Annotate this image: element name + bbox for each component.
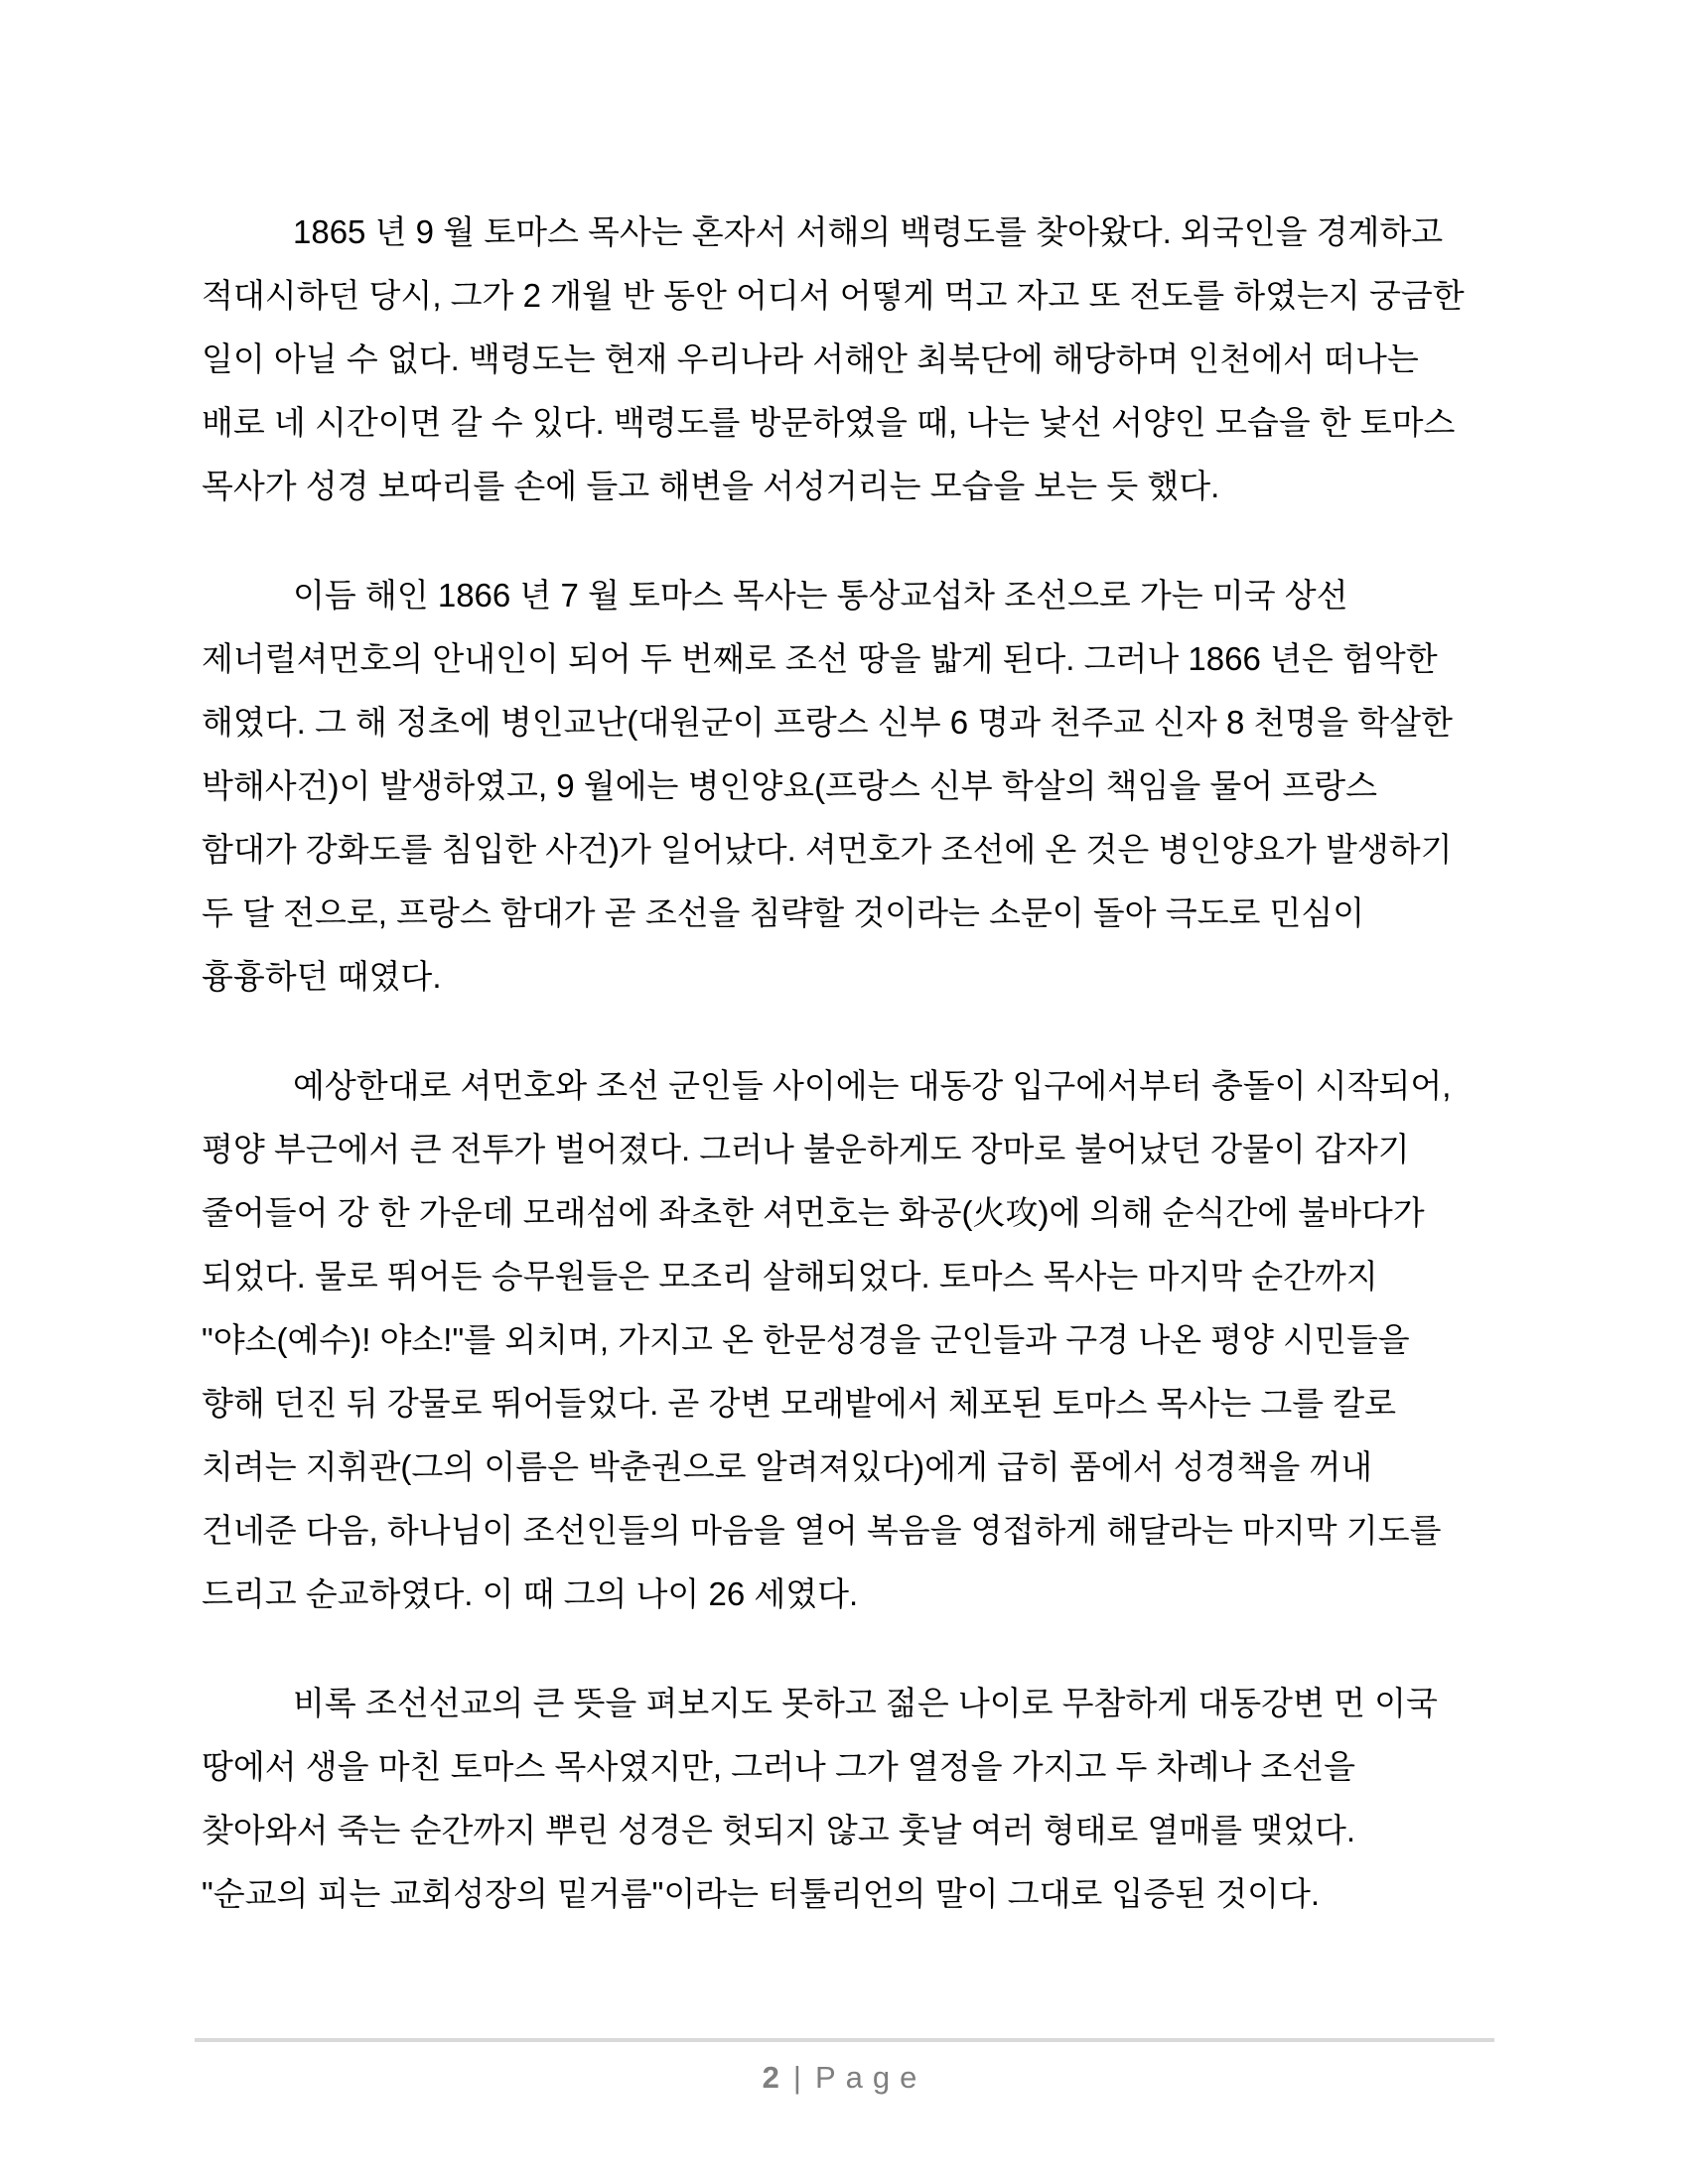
footer-page-label: Page [814,2060,927,2095]
text-line: 목사가 성경 보따리를 손에 들고 해변을 서성거리는 모습을 보는 듯 했다. [202,468,1220,504]
text-line: 예상한대로 셔먼호와 조선 군인들 사이에는 대동강 입구에서부터 충돌이 시작되어, [293,1067,1452,1104]
document-body [202,201,1494,1972]
text-line: 해였다. 그 해 정초에 병인교난(대원군이 프랑스 신부 6 명과 천주교 신자 8 천명을 학살한 [202,704,1453,741]
text-line: 흉흉하던 때였다. [202,958,442,995]
text-line: 두 달 전으로, 프랑스 함대가 곧 조선을 침략할 것이라는 소문이 돌아 극도로 민심이 [202,894,1365,931]
text-line: 평양 부근에서 큰 전투가 벌어졌다. 그러나 불운하게도 장마로 불어났던 강물이 갑자기 [202,1131,1410,1167]
page-footer [195,2038,1494,2098]
footer-page-indicator [195,2058,1494,2098]
text-line: 비록 조선선교의 큰 뜻을 펴보지도 못하고 젊은 나이로 무참하게 대동강변 먼 이국 [293,1685,1438,1721]
text-line: "야소(예수)! 야소!"를 외치며, 가지고 온 한문성경을 군인들과 구경 나온 평양 시민들을 [202,1321,1410,1358]
text-line: 1865 년 9 월 토마스 목사는 혼자서 서해의 백령도를 찾아왔다. 외국인을 경계하고 [293,213,1444,250]
paragraph-1 [202,201,1494,518]
text-line: 적대시하던 당시, 그가 2 개월 반 동안 어디서 어떻게 먹고 자고 또 전도를 하였는지 궁금한 [202,277,1465,314]
text-line: 향해 던진 뒤 강물로 뛰어들었다. 곧 강변 모래밭에서 체포된 토마스 목사는 그를 칼로 [202,1385,1397,1422]
text-line: "순교의 피는 교회성장의 밑거름"이라는 터툴리언의 말이 그대로 입증된 것이다. [202,1875,1321,1912]
text-line: 찾아와서 죽는 순간까지 뿌린 성경은 헛되지 않고 훗날 여러 형태로 열매를 맺었다. [202,1812,1355,1848]
text-line: 되었다. 물로 뛰어든 승무원들은 모조리 살해되었다. 토마스 목사는 마지막 순간까지 [202,1258,1378,1295]
footer-divider [195,2038,1494,2042]
text-line: 배로 네 시간이면 갈 수 있다. 백령도를 방문하였을 때, 나는 낯선 서양인 모습을 한 토마스 [202,404,1456,441]
text-line: 줄어들어 강 한 가운데 모래섬에 좌초한 셔먼호는 화공(火攻)에 의해 순식간에 불바다가 [202,1194,1425,1231]
paragraph-2 [202,564,1494,1009]
text-line: 제너럴셔먼호의 안내인이 되어 두 번째로 조선 땅을 밟게 된다. 그러나 1866 년은 험악한 [202,640,1438,677]
paragraph-4 [202,1672,1494,1926]
paragraph-3 [202,1054,1494,1626]
text-line: 땅에서 생을 마친 토마스 목사였지만, 그러나 그가 열정을 가지고 두 차례나 조선을 [202,1748,1355,1785]
text-line: 건네준 다음, 하나님이 조선인들의 마음을 열어 복음을 영접하게 해달라는 마지막 기도를 [202,1512,1442,1549]
page-number: 2 [762,2060,779,2095]
text-line: 드리고 순교하였다. 이 때 그의 나이 26 세였다. [202,1575,859,1612]
footer-separator: | [792,2060,801,2095]
text-line: 치려는 지휘관(그의 이름은 박춘권으로 알려져있다)에게 급히 품에서 성경책을 꺼내 [202,1448,1373,1485]
text-line: 일이 아닐 수 없다. 백령도는 현재 우리나라 서해안 최북단에 해당하며 인천에서 떠나는 [202,341,1419,377]
text-line: 박해사건)이 발생하였고, 9 월에는 병인양요(프랑스 신부 학살의 책임을 물어 프랑스 [202,767,1377,804]
text-line: 함대가 강화도를 침입한 사건)가 일어났다. 셔먼호가 조선에 온 것은 병인양요가 발생하기 [202,831,1453,868]
text-line: 이듬 해인 1866 년 7 월 토마스 목사는 통상교섭차 조선으로 가는 미국 상선 [293,577,1348,614]
